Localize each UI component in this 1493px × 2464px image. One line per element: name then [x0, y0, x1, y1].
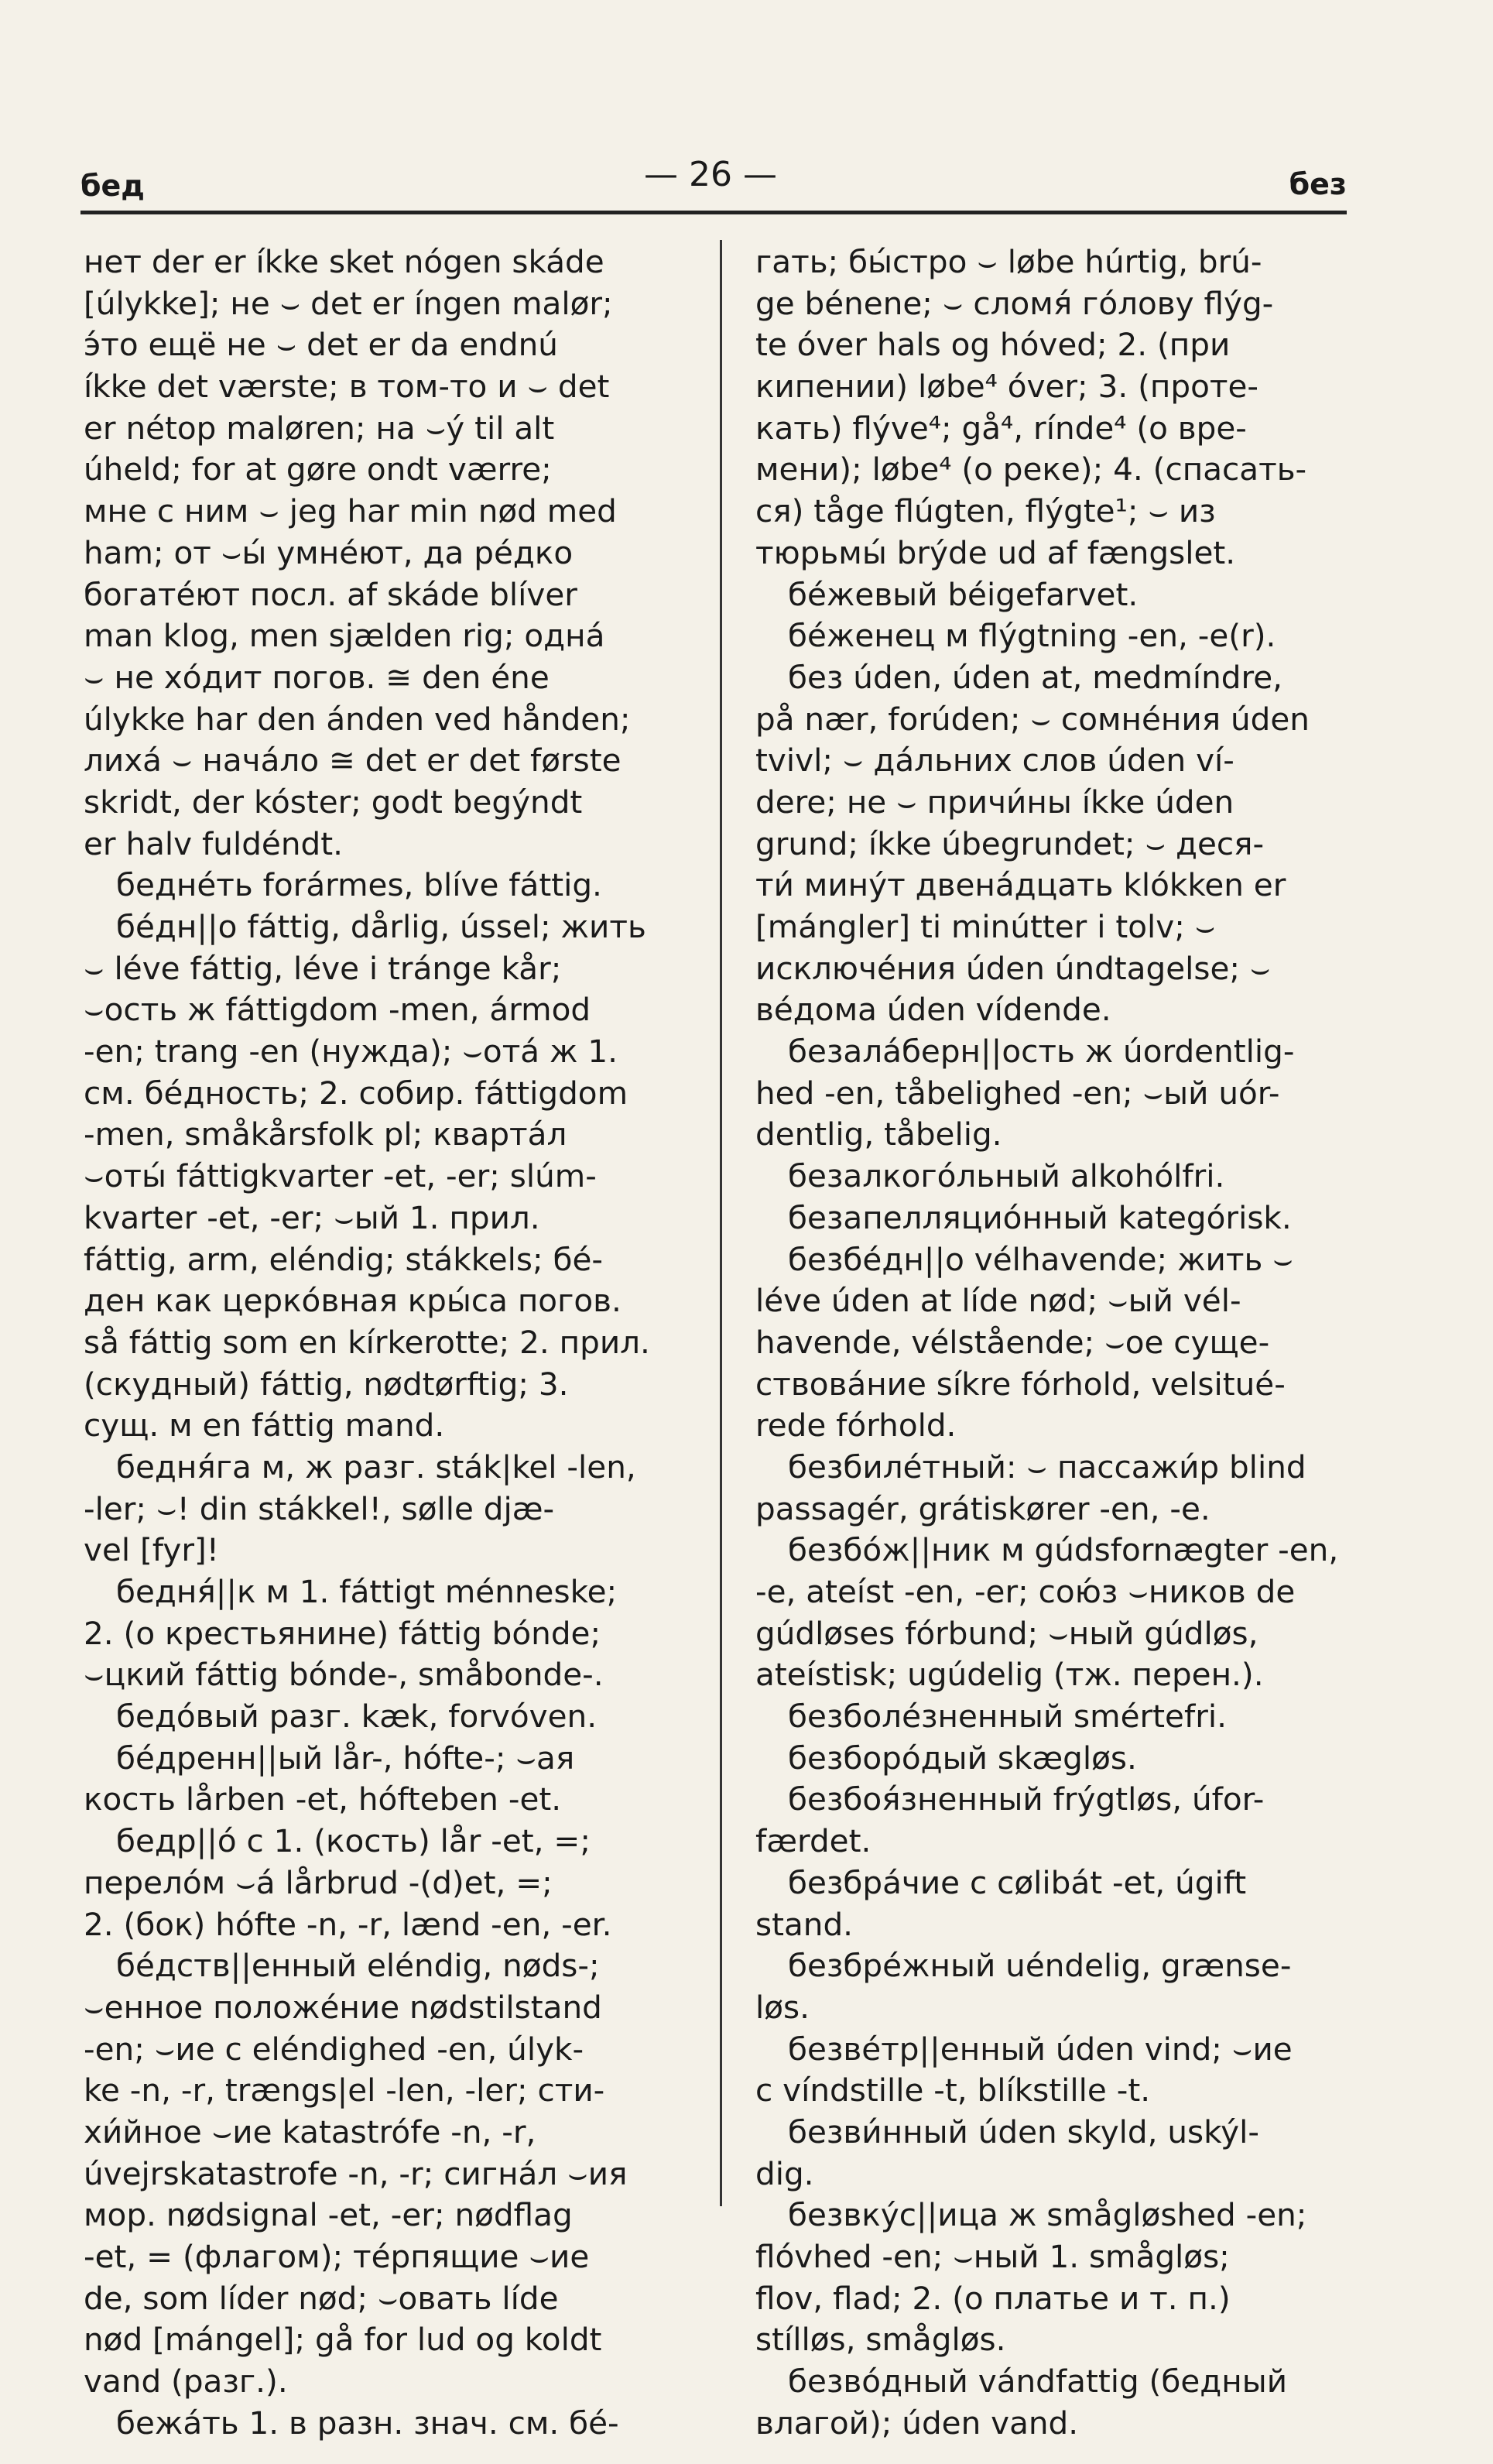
- text-line: er halv fuldéndt.: [84, 824, 343, 862]
- text-line: безбóж||ник м gúdsfornægter -en,: [788, 1531, 1339, 1569]
- text-line: мне с ним ⌣ jeg har min nød med: [84, 492, 617, 530]
- text-line: stílløs, smågløs.: [755, 2321, 1006, 2359]
- text-line: бéжевый béigefarvet.: [788, 575, 1139, 613]
- text-line: gúdløses fórbund; ⌣ный gúdløs,: [755, 1614, 1258, 1652]
- text-line: лихá ⌣ начáло ≅ det er det første: [84, 742, 622, 780]
- text-line: dentlig, tåbelig.: [755, 1115, 1002, 1153]
- column-divider: [720, 240, 722, 2206]
- text-line: безвéтр||енный úden vind; ⌣ие: [788, 2030, 1293, 2068]
- text-line: вéдома úden vídende.: [755, 991, 1111, 1029]
- header-guide-word-right: без: [1289, 167, 1347, 201]
- text-line: úheld; for at gøre ondt værre;: [84, 451, 552, 488]
- text-line: fáttig, arm, eléndig; stákkels; бé-: [84, 1240, 603, 1278]
- text-line: tvivl; ⌣ дáльних слов úden ví-: [755, 742, 1234, 780]
- text-line: úlykke har den ánden ved hånden;: [84, 700, 631, 738]
- text-line: havende, vélstående; ⌣ое суще-: [755, 1323, 1270, 1361]
- text-line: бежáть 1. в разн. знач. см. бé-: [116, 2404, 619, 2442]
- page-number: — 26 —: [644, 155, 777, 194]
- text-line: flov, flad; 2. (о платье и т. п.): [755, 2279, 1231, 2317]
- text-line: бéдн||о fáttig, dårlig, ússel; жить: [116, 908, 646, 945]
- text-line: flóvhed -en; ⌣ный 1. smågløs;: [755, 2238, 1230, 2275]
- text-line: de, som líder nød; ⌣овать líde: [84, 2279, 559, 2317]
- text-line: мор. nødsignal -et, -er; nødflag: [84, 2196, 573, 2234]
- text-line: безалáберн||ость ж úordentlig-: [788, 1033, 1295, 1071]
- text-line: ⌣ не хóдит погов. ≅ den éne: [84, 658, 550, 696]
- text-line: сущ. м en fáttig mand.: [84, 1407, 445, 1444]
- text-line: безви́нный úden skyld, uskýl-: [788, 2113, 1259, 2150]
- text-line: см. бéдность; 2. собир. fáttigdom: [84, 1074, 628, 1112]
- text-line: безболéзненный smértefri.: [788, 1698, 1227, 1736]
- text-line: кипении) løbe⁴ óver; 3. (протe-: [755, 368, 1258, 406]
- text-line: (скудный) fáttig, nødtørftig; 3.: [84, 1365, 569, 1403]
- text-line: hed -en, tåbelighed -en; ⌣ый uór-: [755, 1074, 1280, 1112]
- text-line: кость lårben -et, hófteben -et.: [84, 1780, 562, 1818]
- text-line: dere; не ⌣ причи́ны íkke úden: [755, 783, 1234, 821]
- text-line: så fáttig som en kírkerotte; 2. прил.: [84, 1323, 650, 1361]
- text-line: э́то ещё не ⌣ det er da endnú: [84, 326, 558, 364]
- text-line: гать; бы́стро ⌣ løbe húrtig, brú-: [755, 243, 1262, 280]
- text-line: løs.: [755, 1988, 810, 2026]
- text-line: безапелляциóнный kategórisk.: [788, 1198, 1292, 1236]
- text-line: te óver hals og hóved; 2. (при: [755, 326, 1231, 364]
- text-line: rede fórhold.: [755, 1407, 957, 1444]
- text-line: vand (разг.).: [84, 2363, 288, 2401]
- text-line: бéдренн||ый lår-, hófte-; ⌣ая: [116, 1739, 575, 1777]
- text-line: skridt, der kóster; godt begýndt: [84, 783, 583, 821]
- page-header: [80, 155, 1347, 209]
- text-line: перелóм ⌣á lårbrud -(d)et, =;: [84, 1863, 553, 1901]
- text-line: úvejrskatastrofe -n, -r; сигнáл ⌣ия: [84, 2154, 628, 2192]
- text-line: бедóвый разг. kæk, forvóven.: [116, 1698, 598, 1736]
- text-line: man klog, men sjælden rig; однá: [84, 617, 605, 655]
- text-line: 2. (о крестьянине) fáttig bónde;: [84, 1614, 601, 1652]
- text-line: бедня́||к м 1. fáttigt ménneske;: [116, 1573, 618, 1610]
- text-line: безвóдный vándfattig (бедный: [788, 2363, 1288, 2401]
- text-line: безбрéжный uéndelig, grænse-: [788, 1947, 1292, 1985]
- text-line: безбоя́зненный frýgtløs, úfor-: [788, 1780, 1265, 1818]
- text-line: ham; от ⌣ы́ умнéют, да рéдко: [84, 533, 574, 571]
- text-line: ствовáние síkre fórhold, velsitué-: [755, 1365, 1286, 1403]
- text-line: ден как церкóвная кры́са погов.: [84, 1282, 622, 1320]
- text-line: безбéдн||о vélhavende; жить ⌣: [788, 1240, 1293, 1278]
- text-line: ⌣енное положéние nødstilstand: [84, 1988, 602, 2026]
- text-line: [úlykke]; не ⌣ det er íngen malør;: [84, 284, 613, 322]
- text-line: ⌣оты́ fáttigkvarter -et, -er; slúm-: [84, 1157, 597, 1195]
- text-line: -ler; ⌣! din stákkel!, sølle djæ-: [84, 1489, 555, 1527]
- text-line: безборóдый skægløs.: [788, 1739, 1137, 1777]
- text-line: på nær, forúden; ⌣ сомнéния úden: [755, 700, 1310, 738]
- text-line: -en; ⌣ие с eléndighed -en, úlyk-: [84, 2030, 584, 2068]
- text-line: богатéют посл. af skáde blíver: [84, 575, 577, 613]
- text-line: кать) flýve⁴; gå⁴, rínde⁴ (о вре-: [755, 409, 1247, 447]
- text-line: er nétop maløren; на ⌣ý til alt: [84, 409, 555, 447]
- text-line: -et, = (флагом); тéрпящие ⌣ие: [84, 2238, 590, 2275]
- text-line: -en; trang -en (нужда); ⌣отá ж 1.: [84, 1033, 618, 1071]
- text-line: ke -n, -r, trængs|el -len, -ler; сти-: [84, 2072, 605, 2109]
- text-line: ateístisk; ugúdelig (тж. перен.).: [755, 1656, 1264, 1694]
- text-line: тюрьмы́ brýde ud af fængslet.: [755, 533, 1236, 571]
- text-line: ge bénene; ⌣ сломя́ гóлову flýg-: [755, 284, 1274, 322]
- text-line: stand.: [755, 1905, 854, 1943]
- text-line: бедр||ó с 1. (кость) lår -et, =;: [116, 1822, 591, 1860]
- text-line: vel [fyr]!: [84, 1531, 220, 1569]
- text-line: бедня́га м, ж разг. sták|kel -len,: [116, 1448, 636, 1486]
- text-line: исключéния úden úndtagelse; ⌣: [755, 949, 1271, 987]
- text-line: бéженец м flýgtning -en, -e(r).: [788, 617, 1276, 655]
- text-line: мени); løbe⁴ (о реке); 4. (спасать-: [755, 451, 1307, 488]
- header-guide-word-left: бед: [80, 169, 145, 203]
- text-line: ти́ минýт двенáдцать klókken er: [755, 866, 1286, 904]
- left-column: [84, 242, 703, 2444]
- text-line: безбрáчие с cølibát -et, úgift: [788, 1863, 1247, 1901]
- text-line: [mángler] ti minútter i tolv; ⌣: [755, 908, 1216, 945]
- text-line: без úden, úden at, medmíndre,: [788, 658, 1283, 696]
- header-rule: [80, 211, 1347, 214]
- text-line: влагой); úden vand.: [755, 2404, 1079, 2442]
- text-line: -men, småkårsfolk pl; квартáл: [84, 1115, 567, 1153]
- text-line: passagér, grátiskører -en, -e.: [755, 1489, 1210, 1527]
- text-line: -e, ateíst -en, -er; сою́з ⌣ников de: [755, 1573, 1296, 1610]
- text-line: kvarter -et, -er; ⌣ый 1. прил.: [84, 1198, 540, 1236]
- text-line: grund; íkke úbegrundet; ⌣ деся-: [755, 824, 1265, 862]
- text-line: безвкýс||ица ж smågløshed -en;: [788, 2196, 1307, 2234]
- text-line: беднéть forármes, blíve fáttig.: [116, 866, 602, 904]
- right-column: [755, 242, 1344, 2444]
- text-line: nød [mángel]; gå for lud og koldt: [84, 2321, 602, 2359]
- text-line: 2. (бок) hófte -n, -r, lænd -en, -er.: [84, 1905, 612, 1943]
- text-line: léve úden at líde nød; ⌣ый vél-: [755, 1282, 1241, 1320]
- text-line: безалкогóльный alkohólfri.: [788, 1157, 1225, 1195]
- text-line: безбилéтный: ⌣ пассажи́р blind: [788, 1448, 1306, 1486]
- text-line: бéдств||енный eléndig, nøds-;: [116, 1947, 600, 1985]
- text-line: ⌣ость ж fáttigdom -men, ármod: [84, 991, 591, 1029]
- text-line: íkke det værste; в том-то и ⌣ det: [84, 368, 610, 406]
- text-line: ⌣цкий fáttig bónde-, småbonde-.: [84, 1656, 604, 1694]
- text-line: dig.: [755, 2154, 814, 2192]
- text-line: ⌣ léve fáttig, léve i tránge kår;: [84, 949, 562, 987]
- text-line: ся) tåge flúgten, flýgte¹; ⌣ из: [755, 492, 1216, 530]
- text-line: хи́йное ⌣ие katastrófe -n, -r,: [84, 2113, 536, 2150]
- text-line: с víndstille -t, blíkstille -t.: [755, 2072, 1151, 2109]
- text-line: færdet.: [755, 1822, 871, 1860]
- text-line: нет der er íkke sket nógen skáde: [84, 243, 604, 280]
